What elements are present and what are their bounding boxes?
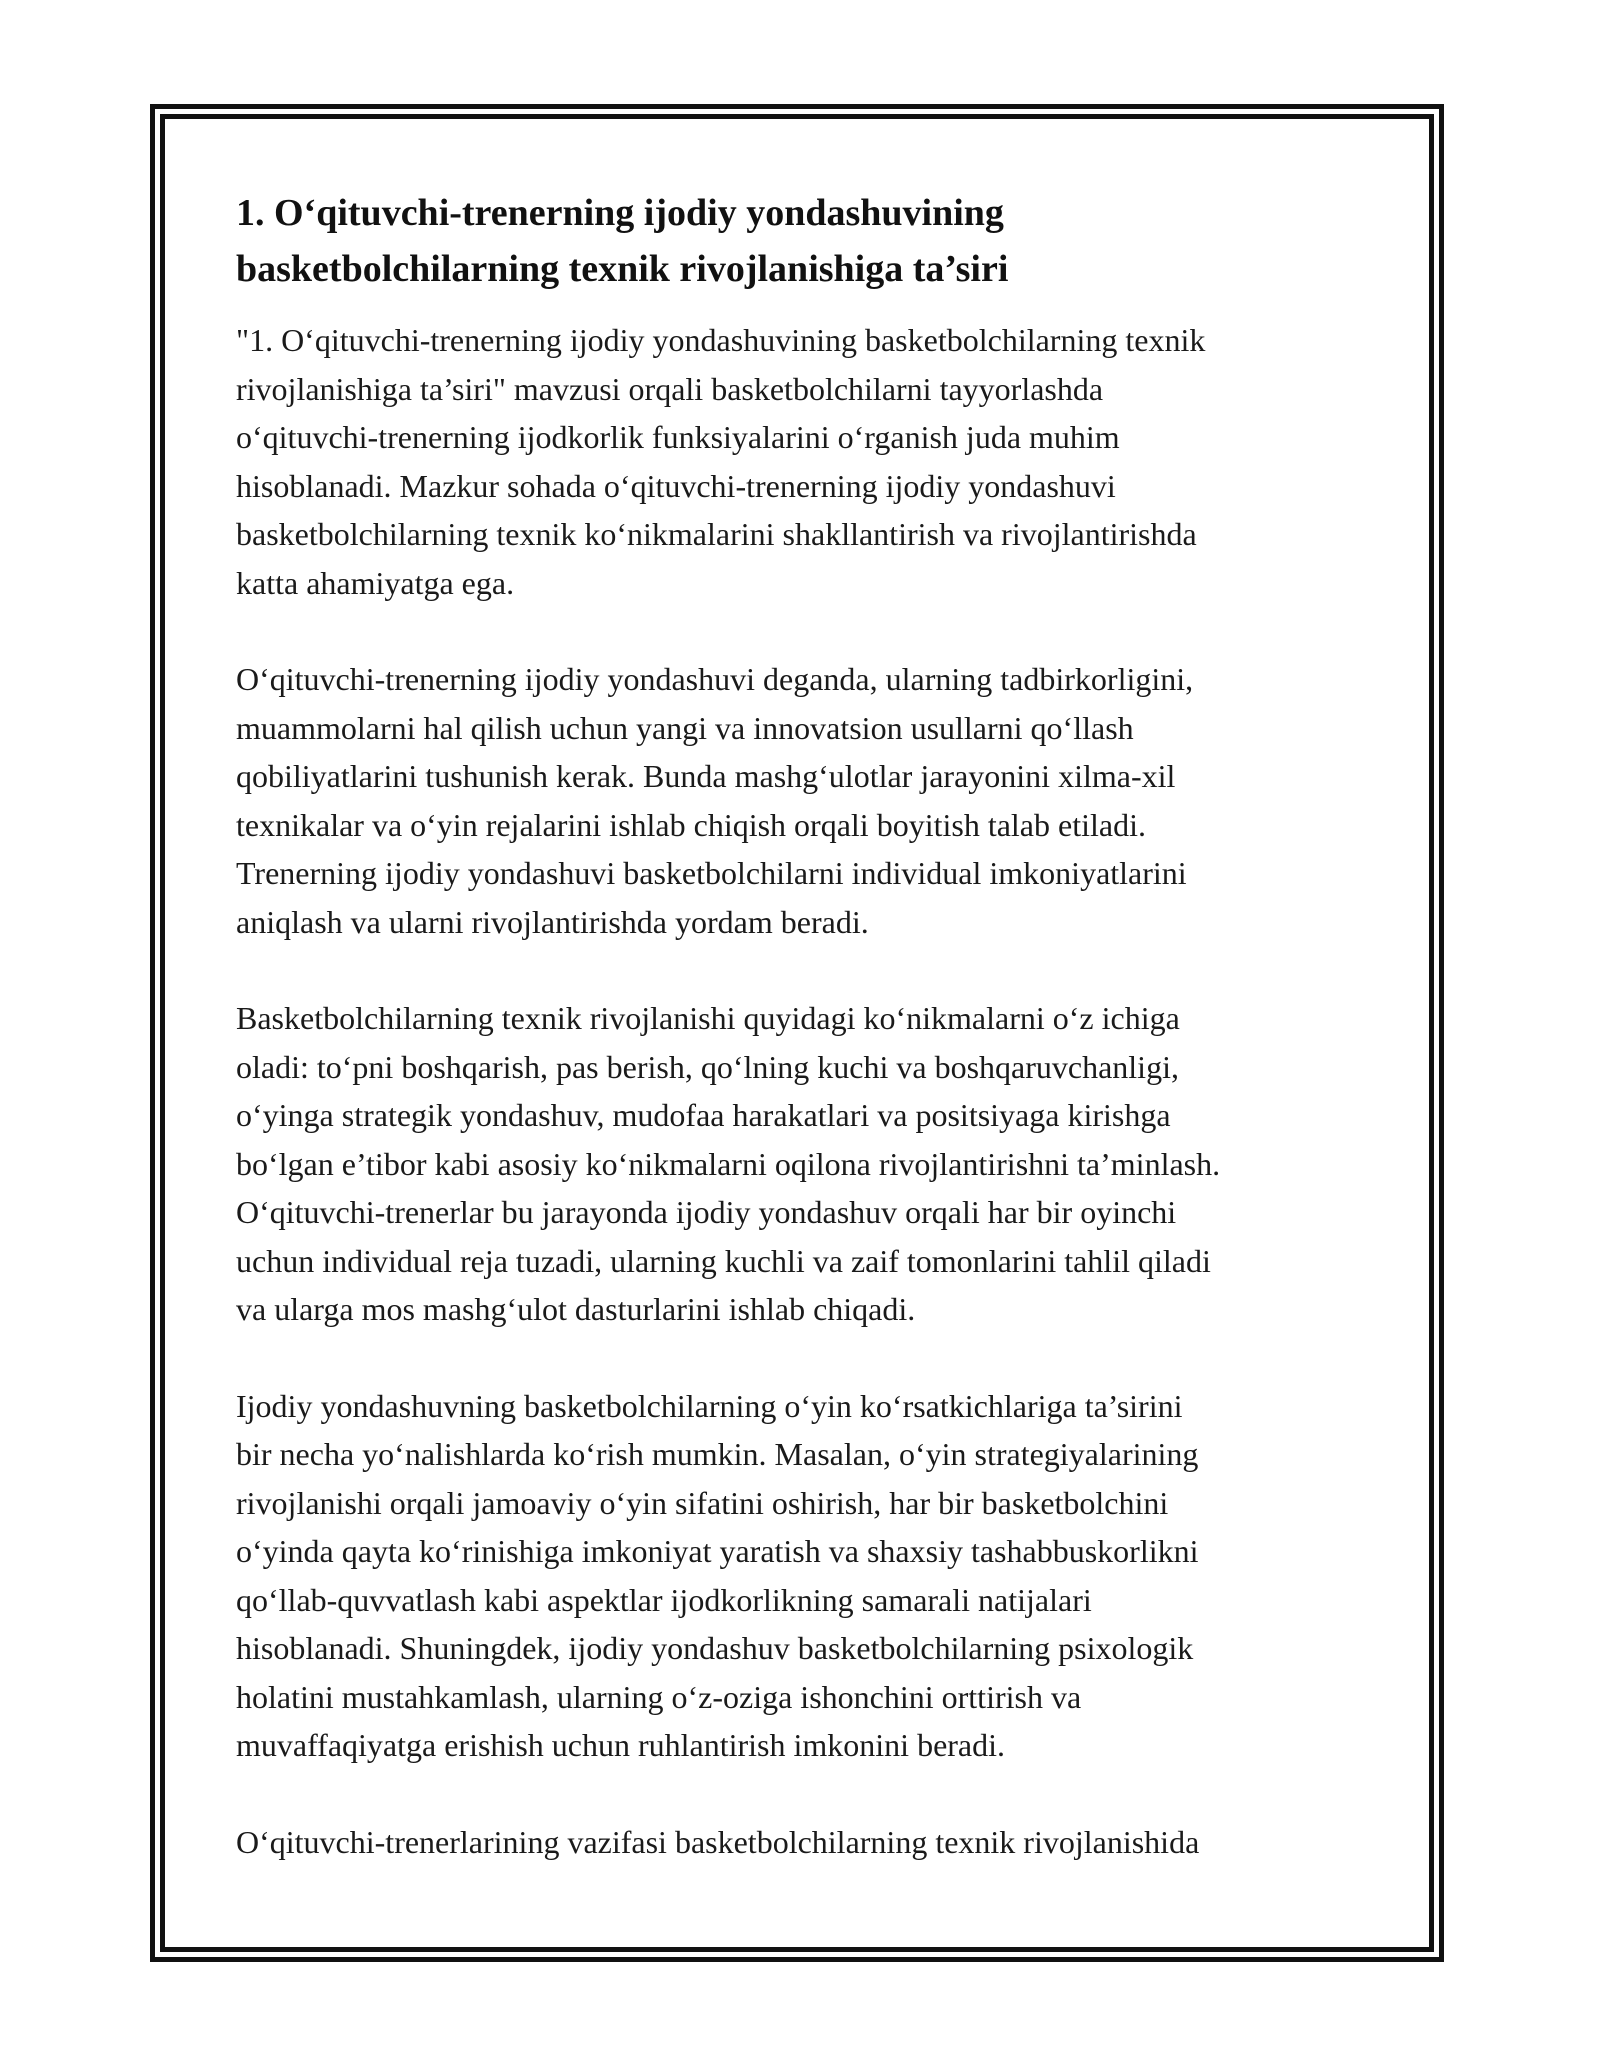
text-line: o‘yinga strategik yondashuv, mudofaa harakatlari va positsiyaga kirishga [236,1097,1171,1133]
text-line: Trenerning ijodiy yondashuvi basketbolchilarni individual imkoniyatlarini [236,855,1187,891]
text-line: muvaffaqiyatga erishish uchun ruhlantirish imkonini beradi. [236,1727,1006,1763]
text-line: hisoblanadi. Shuningdek, ijodiy yondashuv basketbolchilarning psixologik [236,1630,1194,1666]
paragraph-2 [236,655,1386,946]
paragraph-3 [236,994,1386,1334]
text-line: O‘qituvchi-trenerlar bu jarayonda ijodiy yondashuv orqali har bir oyinchi [236,1194,1177,1230]
text-line: O‘qituvchi-trenerlarining vazifasi basketbolchilarning texnik rivojlanishida [236,1823,1200,1860]
document-body [236,185,1386,1866]
text-line: hisoblanadi. Mazkur sohada o‘qituvchi-trenerning ijodiy yondashuvi [236,467,1116,504]
paragraph-1 [236,316,1386,607]
text-line: texnikalar va o‘yin rejalarini ishlab chiqish orqali boyitish talab etiladi. [236,806,1146,843]
text-line: Basketbolchilarning texnik rivojlanishi quyidagi ko‘nikmalarni o‘z ichiga [236,1000,1180,1036]
text-line: aniqlash va ularni rivojlantirishda yordam beradi. [236,903,869,940]
text-line: qo‘llab-quvvatlash kabi aspektlar ijodkorlikning samarali natijalari [236,1581,1092,1618]
text-line: rivojlanishi orqali jamoaviy o‘yin sifatini oshirish, har bir basketbolchini [236,1484,1169,1521]
heading-line: basketbolchilarning texnik rivojlanishiga ta’siri [236,248,1009,290]
paragraph-4 [236,1382,1386,1770]
text-line: Ijodiy yondashuvning basketbolchilarning o‘yin ko‘rsatkichlariga ta’sirini [236,1387,1183,1424]
text-line: rivojlanishiga ta’siri" mavzusi orqali basketbolchilarni tayyorlashda [236,370,1104,407]
text-line: va ularga mos mashg‘ulot dasturlarini ishlab chiqadi. [236,1291,916,1327]
heading-line: 1. O‘qituvchi-trenerning ijodiy yondashuvining [236,192,1004,234]
text-line: o‘qituvchi-trenerning ijodkorlik funksiyalarini o‘rganish juda muhim [236,419,1120,455]
text-line: basketbolchilarning texnik ko‘nikmalarini shakllantirish va rivojlantirishda [236,516,1197,552]
text-line: "1. O‘qituvchi-trenerning ijodiy yondashuvining basketbolchilarning texnik [236,322,1206,358]
text-line: bir necha yo‘nalishlarda ko‘rish mumkin. Masalan, o‘yin strategiyalarining [236,1436,1199,1472]
text-line: holatini mustahkamlash, ularning o‘z-oziga ishonchini orttirish va [236,1678,1082,1715]
text-line: katta ahamiyatga ega. [236,564,515,601]
text-line: o‘yinda qayta ko‘rinishiga imkoniyat yaratish va shaxsiy tashabbuskorlikni [236,1533,1199,1569]
text-line: bo‘lgan e’tibor kabi asosiy ko‘nikmalarni oqilona rivojlantirishni ta’minlash. [236,1145,1221,1182]
paragraph-5 [236,1818,1386,1867]
text-line: muammolarni hal qilish uchun yangi va innovatsion usullarni qo‘llash [236,709,1134,746]
text-line: oladi: to‘pni boshqarish, pas berish, qo‘lning kuchi va boshqaruvchanligi, [236,1048,1179,1085]
section-heading [236,185,1386,297]
text-line: uchun individual reja tuzadi, ularning kuchli va zaif tomonlarini tahlil qiladi [236,1242,1211,1279]
text-line: O‘qituvchi-trenerning ijodiy yondashuvi deganda, ularning tadbirkorligini, [236,661,1194,697]
text-line: qobiliyatlarini tushunish kerak. Bunda mashg‘ulotlar jarayonini xilma-xil [236,758,1176,794]
